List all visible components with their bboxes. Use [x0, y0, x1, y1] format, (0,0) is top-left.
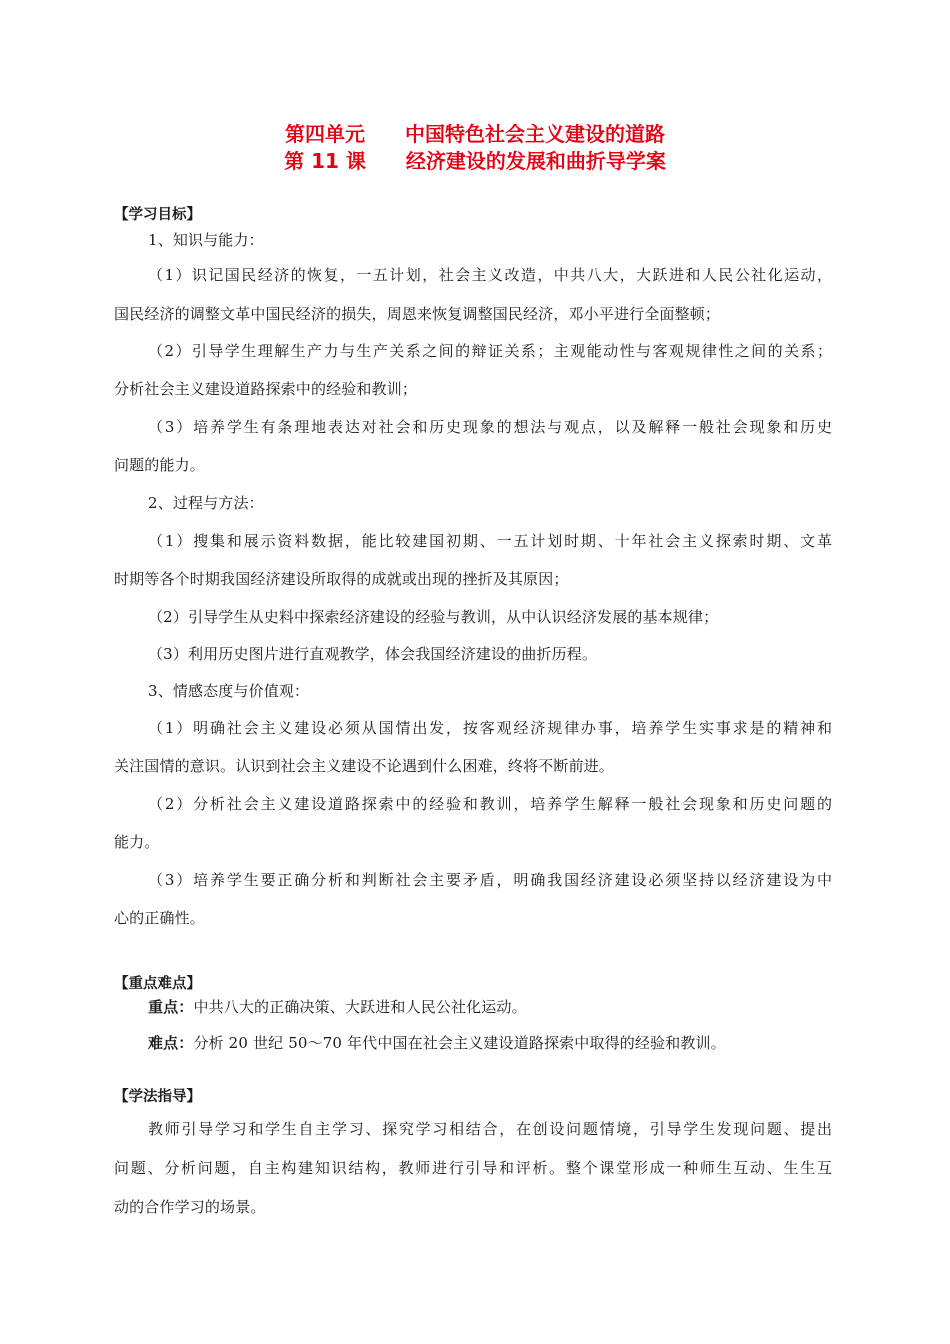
- paragraph-line: 时期等各个时期我国经济建设所取得的成就或出现的挫折及其原因；: [114, 570, 569, 588]
- paragraph-line: （1）搜集和展示资料数据，能比较建国初期、一五计划时期、十年社会主义探索时期、文革: [148, 532, 832, 550]
- paragraph-line: （2）分析社会主义建设道路探索中的经验和教训，培养学生解释一般社会现象和历史问题的: [148, 795, 832, 813]
- paragraph-line: 国民经济的调整文革中国民经济的损失，周恩来恢复调整国民经济，邓小平进行全面整顿；: [114, 305, 721, 323]
- paragraph-line: （3）培养学生有条理地表达对社会和历史现象的想法与观点，以及解释一般社会现象和历史: [148, 418, 832, 436]
- paragraph-line: 动的合作学习的场景。: [114, 1198, 266, 1216]
- paragraph-line: 问题、分析问题，自主构建知识结构，教师进行引导和评析。整个课堂形成一种师生互动、生生互: [114, 1159, 832, 1177]
- paragraph-line: （3）培养学生要正确分析和判断社会主要矛盾，明确我国经济建设必须坚持以经济建设为中: [148, 871, 832, 889]
- paragraph-line: （3）利用历史图片进行直观教学，体会我国经济建设的曲折历程。: [148, 645, 598, 663]
- paragraph-line: （2）引导学生从史料中探索经济建设的经验与教训，从中认识经济发展的基本规律；: [148, 608, 719, 626]
- paragraph-line: （2）引导学生理解生产力与生产关系之间的辩证关系；主观能动性与客观规律性之间的关系；: [148, 342, 832, 360]
- section-knowledge: 1、知识与能力：: [148, 231, 264, 249]
- method-heading: 【学法指导】: [114, 1089, 201, 1105]
- paragraph-line: 关注国情的意识。认识到社会主义建设不论遇到什么困难，终将不断前进。: [114, 757, 614, 775]
- paragraph-line: 教师引导学习和学生自主学习、探究学习相结合，在创设问题情境，引导学生发现问题、提出: [148, 1120, 832, 1138]
- paragraph-line: 分析社会主义建设道路探索中的经验和教训；: [114, 380, 418, 398]
- key-text: 中共八大的正确决策、大跃进和人民公社化运动。: [193, 998, 527, 1016]
- objectives-heading: 【学习目标】: [114, 207, 201, 223]
- paragraph-line: （1）明确社会主义建设必须从国情出发，按客观经济规律办事，培养学生实事求是的精神和: [148, 719, 832, 737]
- paragraph-line: （1）识记国民经济的恢复，一五计划，社会主义改造，中共八大，大跃进和人民公社化运动，: [148, 266, 832, 284]
- section-process: 2、过程与方法：: [148, 494, 264, 512]
- difficulty-label: 难点：: [148, 1034, 194, 1052]
- keypoints-heading: 【重点难点】: [114, 976, 201, 992]
- lesson-title: 第 11 课 经济建设的发展和曲折导学案: [284, 149, 666, 173]
- key-label: 重点：: [148, 998, 194, 1016]
- unit-title: 第四单元 中国特色社会主义建设的道路: [285, 122, 665, 146]
- difficulty-line: [148, 1032, 726, 1053]
- key-point-line: [148, 996, 527, 1017]
- paragraph-line: 心的正确性。: [114, 909, 205, 927]
- paragraph-line: 能力。: [114, 833, 160, 851]
- section-attitude: 3、情感态度与价值观：: [148, 682, 310, 700]
- difficulty-text: 分析 20 世纪 50～70 年代中国在社会主义建设道路探索中取得的经验和教训。: [193, 1034, 726, 1052]
- paragraph-line: 问题的能力。: [114, 456, 205, 474]
